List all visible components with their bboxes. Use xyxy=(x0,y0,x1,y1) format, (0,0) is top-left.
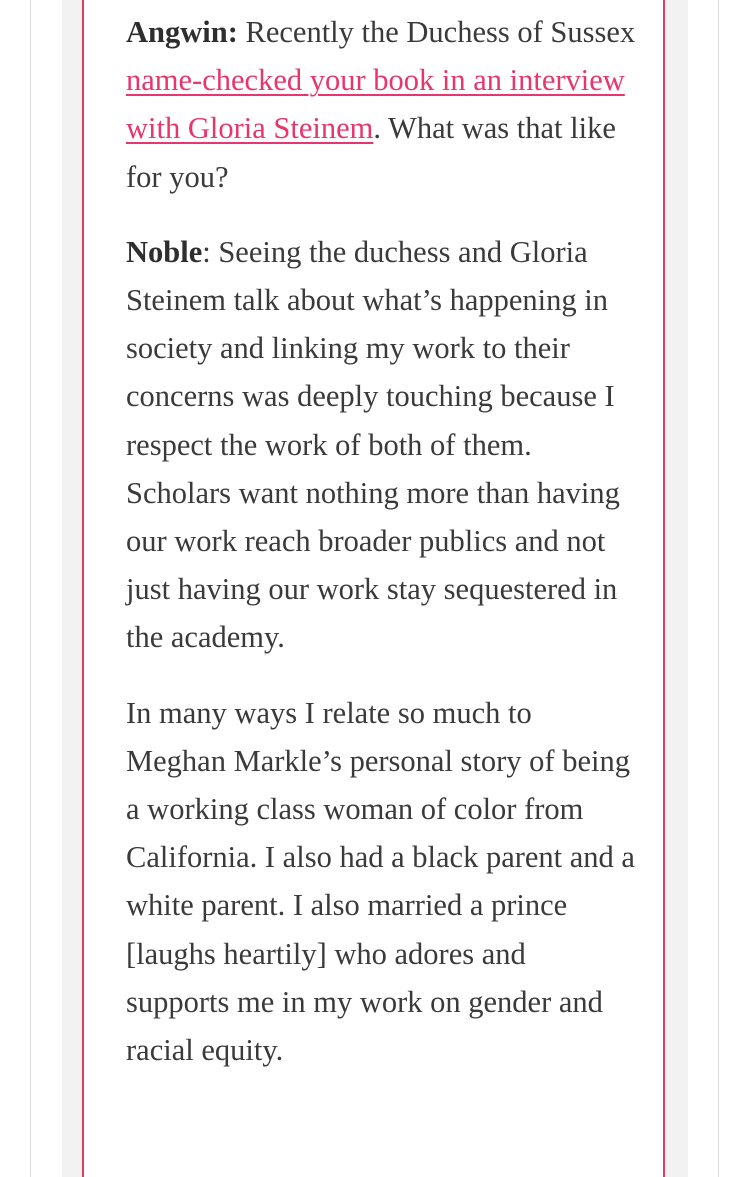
right-page-rule xyxy=(718,0,719,1177)
article-container xyxy=(82,0,665,1177)
paragraph-noble-answer xyxy=(126,228,636,662)
speaker-label-noble: Noble xyxy=(126,234,203,269)
speaker-label-angwin: Angwin: xyxy=(126,15,238,49)
paragraph-text: In many ways I relate so much to Meghan Markle’s personal story of being a working class woman of color from California. I also had a black parent and a white parent. I also married a prince [laughs heartily] who adores and supports me in my work on gender and racial equity. xyxy=(126,695,635,1068)
left-page-rule xyxy=(30,0,31,1177)
interview-link[interactable]: name-checked your book in an interview with Gloria Steinem xyxy=(126,63,625,146)
paragraph-noble-continued xyxy=(126,689,636,1075)
paragraph-angwin-question xyxy=(126,8,636,201)
paragraph-text: : Seeing the duchess and Gloria Steinem talk about what’s happening in society and linking my work to their concerns was deeply touching because I respect the work of both of them. Scholars want nothing more than having our work reach broader publics and not just having our work stay sequestered in the academy. xyxy=(126,234,620,655)
paragraph-text: Recently the Duchess of Sussex xyxy=(237,15,636,49)
article-body xyxy=(126,8,636,1101)
paragraph-text: . What was that like for you? xyxy=(126,111,616,194)
